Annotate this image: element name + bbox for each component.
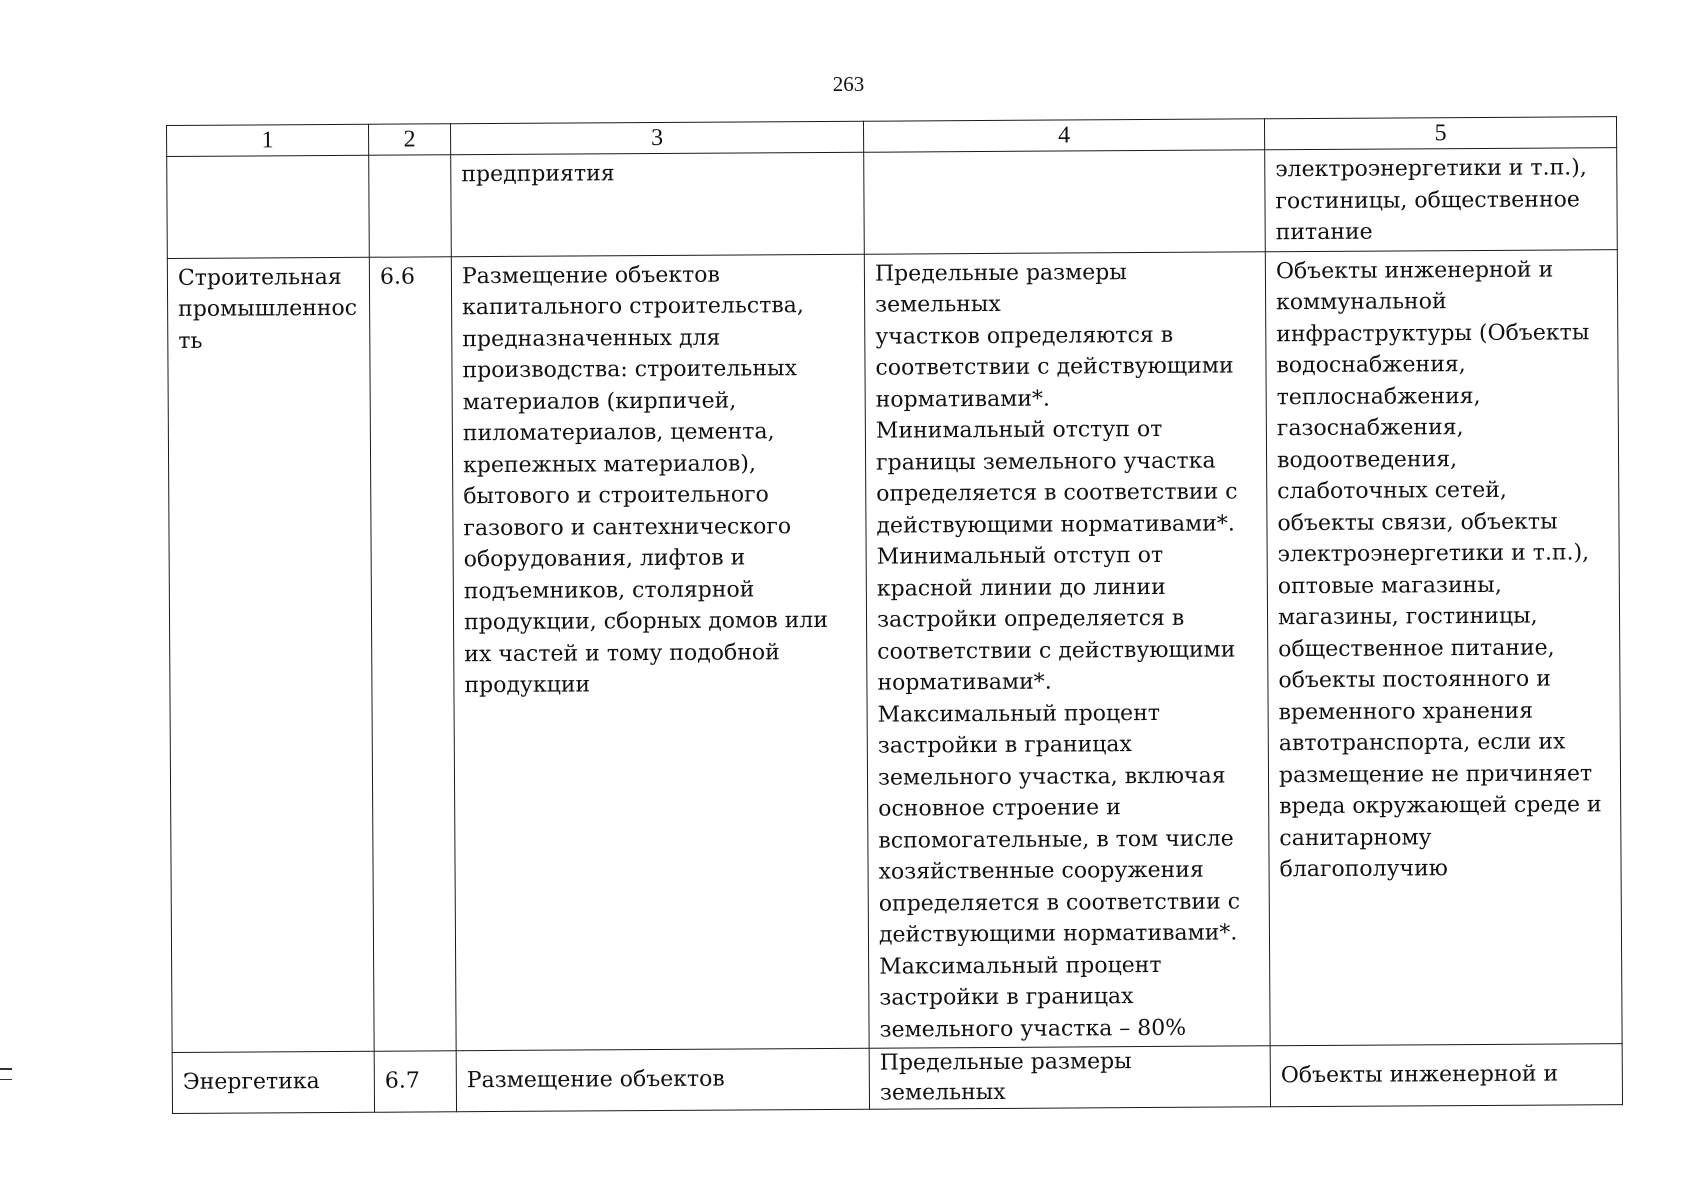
cell-parameters [864, 150, 1266, 254]
cell-parameters: Предельные размеры земельных [869, 1046, 1270, 1109]
cell-code [369, 155, 452, 257]
cell-code: 6.7 [374, 1051, 456, 1112]
cell-description: предприятия [451, 152, 865, 256]
header-cell-1: 1 [167, 124, 369, 156]
table-row [167, 249, 1622, 1052]
table-row [167, 148, 1618, 258]
cell-parameters: Предельные размеры земельных участков определяются в соответствии с действующими нормативами*. Минимальный отступ от границы земельного участка определяется в соответствии с действующими нормативами*. Минимальный отступ от красной линии до линии застройки определяется в соответствии с действующими нормативами*. Максимальный процент застройки в границах земельного участка, включая основное строение и вспомогательные, в том числе хозяйственные сооружения определяется в соответствии с действующими нормативами*. Максимальный процент застройки в границах земельного участка – 80% [864, 251, 1270, 1048]
table-row [172, 1044, 1622, 1114]
cell-auxiliary: Объекты инженерной и [1270, 1044, 1622, 1107]
header-cell-3: 3 [450, 121, 863, 155]
cell-description: Размещение объектов [456, 1048, 869, 1112]
cell-code: 6.6 [369, 256, 456, 1051]
header-cell-4: 4 [863, 119, 1264, 152]
header-cell-5: 5 [1264, 117, 1616, 150]
cell-auxiliary: Объекты инженерной и коммунальной инфраструктуры (Объекты водоснабжения, теплоснабжения, газоснабжения, водоотведения, слаботочных сетей, объекты связи, объекты электроэнергетики и т.п.), оптовые магазины, магазины, гостиницы, общественное питание, объекты постоянного и временного хранения автотранспорта, если их размещение не причиняет вреда окружающей среде и санитарному благополучию [1265, 249, 1622, 1046]
header-cell-2: 2 [368, 124, 450, 156]
margin-mark [0, 1079, 12, 1081]
page-number: 263 [832, 72, 865, 96]
margin-mark [0, 1068, 12, 1070]
cell-name: Энергетика [172, 1051, 374, 1113]
cell-description: Размещение объектов капитального строительства, предназначенных для производства: строительных материалов (кирпичей, пиломатериалов, цемента, крепежных материалов), бытового и строительного газового и сантехнического оборудования, лифтов и подъемников, столярной продукции, сборных домов или их частей и тому подобной продукции [451, 254, 869, 1051]
zoning-table [166, 116, 1623, 1114]
cell-name: Строительная промышленнос ть [167, 257, 374, 1053]
cell-auxiliary: электроэнергетики и т.п.), гостиницы, общественное питание [1265, 148, 1618, 252]
scan-margin-marks [0, 1068, 12, 1089]
cell-name [167, 155, 370, 258]
